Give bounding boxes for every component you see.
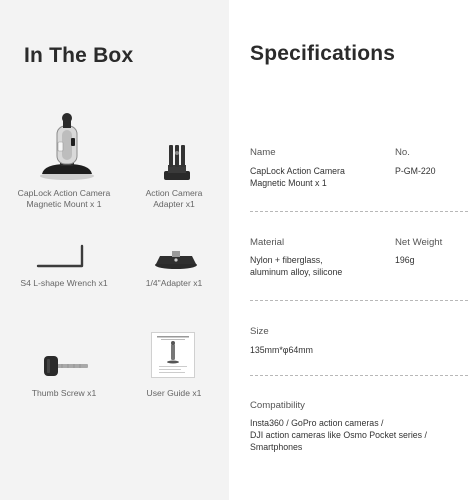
- name-label: Name: [250, 147, 276, 158]
- camera-adapter-icon: [160, 141, 194, 183]
- in-the-box-title: In The Box: [24, 44, 134, 67]
- box-item-label: CapLock Action Camera Magnetic Mount x 1: [17, 188, 111, 209]
- size-value: 135mm*φ64mm: [250, 345, 313, 355]
- box-item-label: Thumb Screw x1: [31, 388, 97, 398]
- no-value: P-GM-220: [395, 166, 436, 176]
- specifications-panel: [229, 0, 469, 500]
- divider: [250, 211, 468, 212]
- specifications-title: Specifications: [250, 42, 396, 65]
- divider: [250, 300, 468, 301]
- net-weight-value: 196g: [395, 255, 415, 265]
- divider: [250, 375, 468, 376]
- material-label: Material: [250, 237, 285, 248]
- size-label: Size: [250, 326, 269, 337]
- quarter-inch-adapter-icon: [152, 250, 200, 270]
- material-value: Nylon + fiberglass, aluminum alloy, silicone: [250, 255, 343, 277]
- box-item-label: User Guide x1: [146, 388, 202, 398]
- net-weight-label: Net Weight: [395, 237, 443, 248]
- magnetic-mount-icon: [36, 112, 98, 182]
- thumb-screw-icon: [42, 352, 92, 378]
- box-item-label: S4 L-shape Wrench x1: [20, 278, 108, 288]
- in-the-box-panel: [0, 0, 229, 500]
- compatibility-value: Insta360 / GoPro action cameras / DJI action cameras like Osmo Pocket series / Smartphones: [250, 418, 427, 452]
- no-label: No.: [395, 147, 410, 158]
- box-item-label: Action Camera Adapter x1: [145, 188, 203, 209]
- box-item-label: 1/4"Adapter x1: [145, 278, 203, 288]
- user-guide-icon: [151, 332, 195, 378]
- name-value: CapLock Action Camera Magnetic Mount x 1: [250, 166, 345, 188]
- compatibility-label: Compatibility: [250, 400, 305, 411]
- l-wrench-icon: [36, 244, 88, 270]
